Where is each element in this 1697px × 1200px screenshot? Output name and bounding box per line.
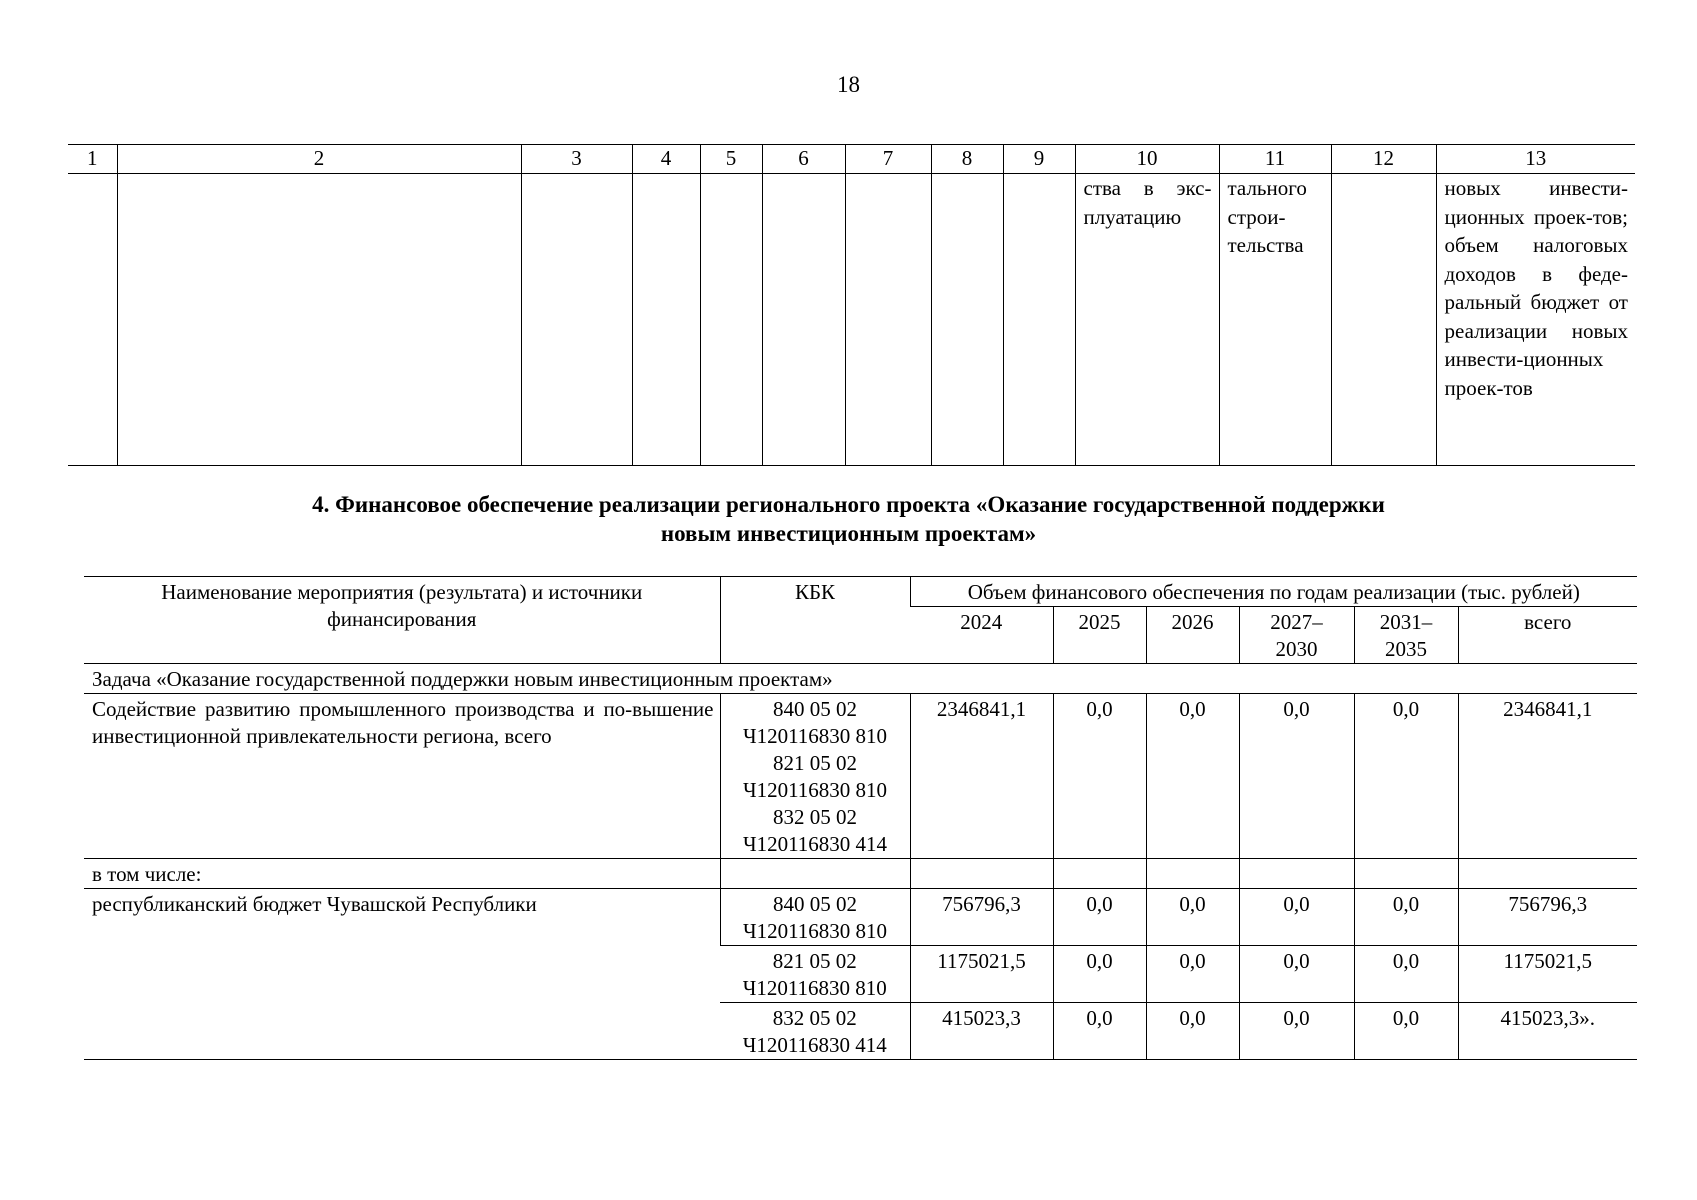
table-cell <box>1053 859 1146 889</box>
column-header: 3 <box>521 145 632 174</box>
value-cell: 2346841,1 <box>910 694 1053 859</box>
table-cell <box>1436 174 1635 466</box>
value-cell: 1175021,5 <box>910 946 1053 1003</box>
table-row <box>68 174 1635 466</box>
including-label: в том числе: <box>84 859 720 889</box>
value-cell: 0,0 <box>1146 946 1239 1003</box>
value-cell: 0,0 <box>1146 889 1239 946</box>
col10-text: ства в экс-плуатацию <box>1083 176 1212 229</box>
value-cell: 0,0 <box>1053 694 1146 859</box>
continuation-table <box>68 144 1635 466</box>
finance-table <box>84 576 1637 1060</box>
kbk-code: 840 05 02 Ч120116830 810 <box>742 697 888 748</box>
table-header-row <box>84 577 1637 607</box>
kbk-cell: 840 05 02 Ч120116830 810 <box>720 889 910 946</box>
value-cell: 0,0 <box>1053 889 1146 946</box>
table-cell <box>1354 859 1458 889</box>
table-header-row <box>68 145 1635 174</box>
table-cell <box>931 174 1003 466</box>
table-cell <box>1146 859 1239 889</box>
year-header: 2026 <box>1146 607 1239 664</box>
column-header: 10 <box>1075 145 1219 174</box>
table-cell <box>1219 174 1331 466</box>
table-cell <box>68 174 117 466</box>
table-row <box>84 694 1637 859</box>
kbk-cell: 832 05 02 Ч120116830 414 <box>720 1003 910 1060</box>
table-cell <box>1003 174 1075 466</box>
table-cell <box>117 174 521 466</box>
page-number: 18 <box>837 72 860 97</box>
col11-text: тального строи-тельства <box>1227 176 1307 257</box>
column-header: 5 <box>700 145 762 174</box>
table-row <box>84 889 1637 946</box>
section-title-line2: новым инвестиционным проектам» <box>660 521 1037 546</box>
year-header: 2025 <box>1053 607 1146 664</box>
column-header: 9 <box>1003 145 1075 174</box>
value-cell: 1175021,5 <box>1458 946 1637 1003</box>
value-cell: 0,0 <box>1053 946 1146 1003</box>
budget-source: республиканский бюджет Чувашской Республики <box>84 889 720 1060</box>
column-header: 8 <box>931 145 1003 174</box>
task-row <box>84 664 1637 694</box>
value-cell: 756796,3 <box>910 889 1053 946</box>
total-header: всего <box>1458 607 1637 664</box>
value-cell: 0,0 <box>1354 889 1458 946</box>
volume-header: Объем финансового обеспечения по годам реализации (тыс. рублей) <box>910 577 1637 607</box>
value-cell: 0,0 <box>1354 694 1458 859</box>
value-cell: 0,0 <box>1239 694 1354 859</box>
table-cell <box>1239 859 1354 889</box>
year-header: 2027–2030 <box>1239 607 1354 664</box>
section-title <box>0 490 1697 548</box>
kbk-cell <box>720 694 910 859</box>
value-cell: 2346841,1 <box>1458 694 1637 859</box>
value-cell: 0,0 <box>1053 1003 1146 1060</box>
column-header: 1 <box>68 145 117 174</box>
kbk-header: КБК <box>720 577 910 664</box>
value-cell: 0,0 <box>1239 1003 1354 1060</box>
name-header: Наименование мероприятия (результата) и источники финансирования <box>84 577 720 664</box>
table-cell <box>910 859 1053 889</box>
value-cell: 0,0 <box>1239 889 1354 946</box>
main-row-name: Содействие развитию промышленного производства и по-вышение инвестиционной привлекательности региона, всего <box>84 694 720 859</box>
column-header: 13 <box>1436 145 1635 174</box>
value-cell: 0,0 <box>1146 694 1239 859</box>
task-cell: Задача «Оказание государственной поддержки новым инвестиционным проектам» <box>84 664 1637 694</box>
table-cell <box>762 174 845 466</box>
value-cell: 415023,3». <box>1458 1003 1637 1060</box>
year-header: 2031–2035 <box>1354 607 1458 664</box>
section-title-line1: 4. Финансовое обеспечение реализации регионального проекта «Оказание государственной поддержки <box>312 492 1385 517</box>
table-cell <box>845 174 931 466</box>
table-row <box>84 859 1637 889</box>
table-cell <box>1458 859 1637 889</box>
column-header: 6 <box>762 145 845 174</box>
kbk-code: 821 05 02 Ч120116830 810 <box>742 751 888 802</box>
kbk-code: 832 05 02 Ч120116830 414 <box>742 805 888 856</box>
table-cell <box>632 174 700 466</box>
value-cell: 0,0 <box>1239 946 1354 1003</box>
kbk-cell: 821 05 02 Ч120116830 810 <box>720 946 910 1003</box>
table-cell <box>720 859 910 889</box>
table-cell <box>700 174 762 466</box>
value-cell: 756796,3 <box>1458 889 1637 946</box>
column-header: 11 <box>1219 145 1331 174</box>
value-cell: 415023,3 <box>910 1003 1053 1060</box>
year-header: 2024 <box>910 607 1053 664</box>
column-header: 7 <box>845 145 931 174</box>
column-header: 12 <box>1331 145 1436 174</box>
col13-text: новых инвести-ционных проек-тов; объем налоговых доходов в феде-ральный бюджет от реализации новых инвести-ционных проек-тов <box>1444 176 1628 400</box>
column-header: 4 <box>632 145 700 174</box>
table-cell <box>1075 174 1219 466</box>
value-cell: 0,0 <box>1146 1003 1239 1060</box>
table-cell <box>521 174 632 466</box>
column-header: 2 <box>117 145 521 174</box>
value-cell: 0,0 <box>1354 1003 1458 1060</box>
value-cell: 0,0 <box>1354 946 1458 1003</box>
table-cell <box>1331 174 1436 466</box>
